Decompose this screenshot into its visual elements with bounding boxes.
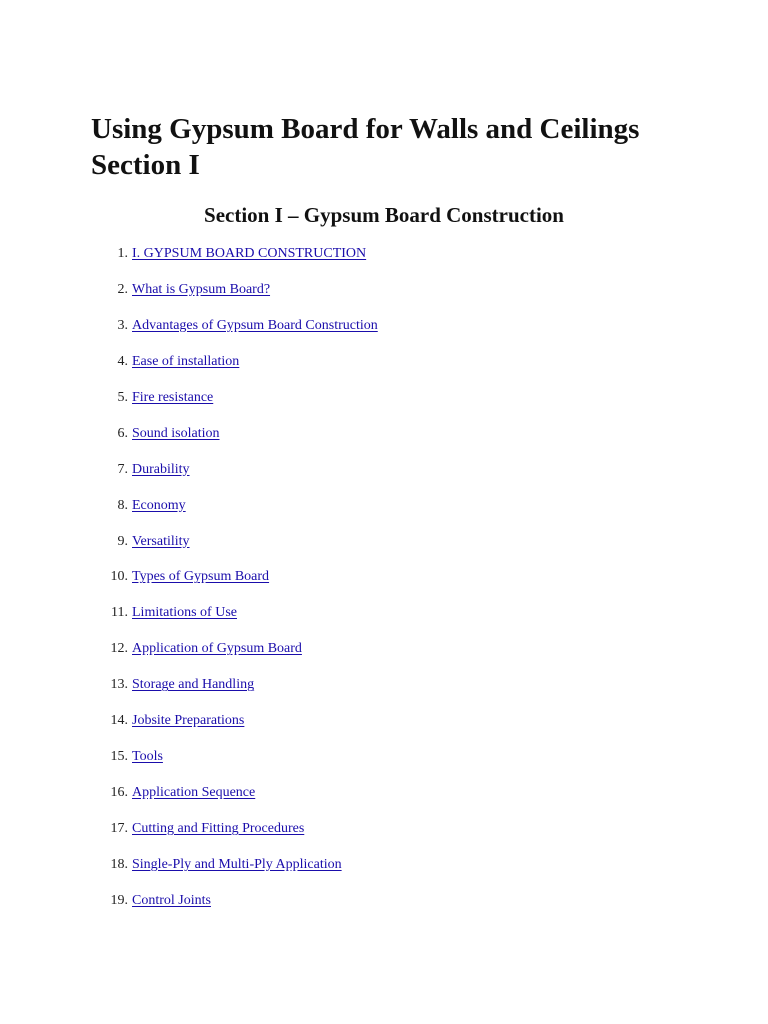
toc-item-4 [0,352,768,388]
toc-item-6 [0,424,768,460]
toc-link-cutting-and-fitting[interactable]: Cutting and Fitting Procedures [132,821,305,836]
toc-item-number: 8. [117,497,128,513]
toc-link-gypsum-board-construction[interactable]: I. GYPSUM BOARD CONSTRUCTION [132,246,367,261]
toc-item-number: 2. [117,281,128,297]
toc-item-number: 14. [110,713,128,729]
toc-item-11 [0,603,768,639]
toc-item-number: 12. [110,641,128,657]
document-title-line-1: Using Gypsum Board for Walls and Ceilings [91,113,640,145]
toc-item-10 [0,567,768,603]
toc-item-9 [0,532,768,568]
toc-link-what-is-gypsum-board[interactable]: What is Gypsum Board? [132,281,271,297]
toc-link-limitations-of-use[interactable]: Limitations of Use [132,605,237,621]
toc-item-number: 18. [110,856,128,872]
toc-link-control-joints[interactable]: Control Joints [132,892,211,908]
toc-item-12 [0,639,768,675]
toc-item-number: 9. [117,533,128,549]
toc-link-application-sequence[interactable]: Application Sequence [132,785,256,801]
document-title [91,111,731,183]
toc-item-number: 7. [117,461,128,477]
toc-item-14 [0,711,768,747]
toc-item-13 [0,675,768,711]
toc-link-fire-resistance[interactable]: Fire resistance [132,389,214,405]
toc-item-number: 13. [110,677,128,693]
toc-link-single-ply-multi-ply[interactable]: Single-Ply and Multi-Ply Application [132,856,342,872]
toc-item-15 [0,747,768,783]
toc-item-7 [0,460,768,496]
table-of-contents [0,244,768,927]
toc-item-number: 16. [110,785,128,801]
toc-item-number: 10. [110,569,128,585]
toc-item-18 [0,855,768,891]
toc-item-8 [0,496,768,532]
toc-link-application-of-gypsum-board[interactable]: Application of Gypsum Board [132,641,302,657]
toc-link-sound-isolation[interactable]: Sound isolation [132,425,220,441]
toc-item-19 [0,891,768,927]
toc-link-jobsite-preparations[interactable]: Jobsite Preparations [132,713,245,729]
toc-link-durability[interactable]: Durability [132,461,190,477]
toc-item-number: 15. [110,749,128,765]
toc-link-advantages[interactable]: Advantages of Gypsum Board Construction [132,317,378,333]
document-title-line-2: Section I [91,149,200,181]
toc-item-number: 1. [117,246,128,261]
toc-item-number: 5. [117,389,128,405]
toc-item-number: 3. [117,317,128,333]
toc-link-types-of-gypsum-board[interactable]: Types of Gypsum Board [132,569,270,585]
toc-item-number: 11. [111,605,128,621]
section-heading: Section I – Gypsum Board Construction [204,203,564,227]
toc-link-economy[interactable]: Economy [132,497,186,513]
toc-item-5 [0,388,768,424]
toc-link-storage-and-handling[interactable]: Storage and Handling [132,677,255,693]
toc-item-1 [0,244,768,280]
toc-item-number: 19. [110,892,128,908]
toc-item-3 [0,316,768,352]
toc-item-number: 6. [117,425,128,441]
toc-link-ease-of-installation[interactable]: Ease of installation [132,353,240,369]
toc-item-17 [0,819,768,855]
toc-item-16 [0,783,768,819]
toc-item-number: 4. [117,353,128,369]
toc-link-tools[interactable]: Tools [132,749,163,765]
toc-item-number: 17. [110,821,128,836]
toc-item-2 [0,280,768,316]
toc-link-versatility[interactable]: Versatility [132,533,190,549]
